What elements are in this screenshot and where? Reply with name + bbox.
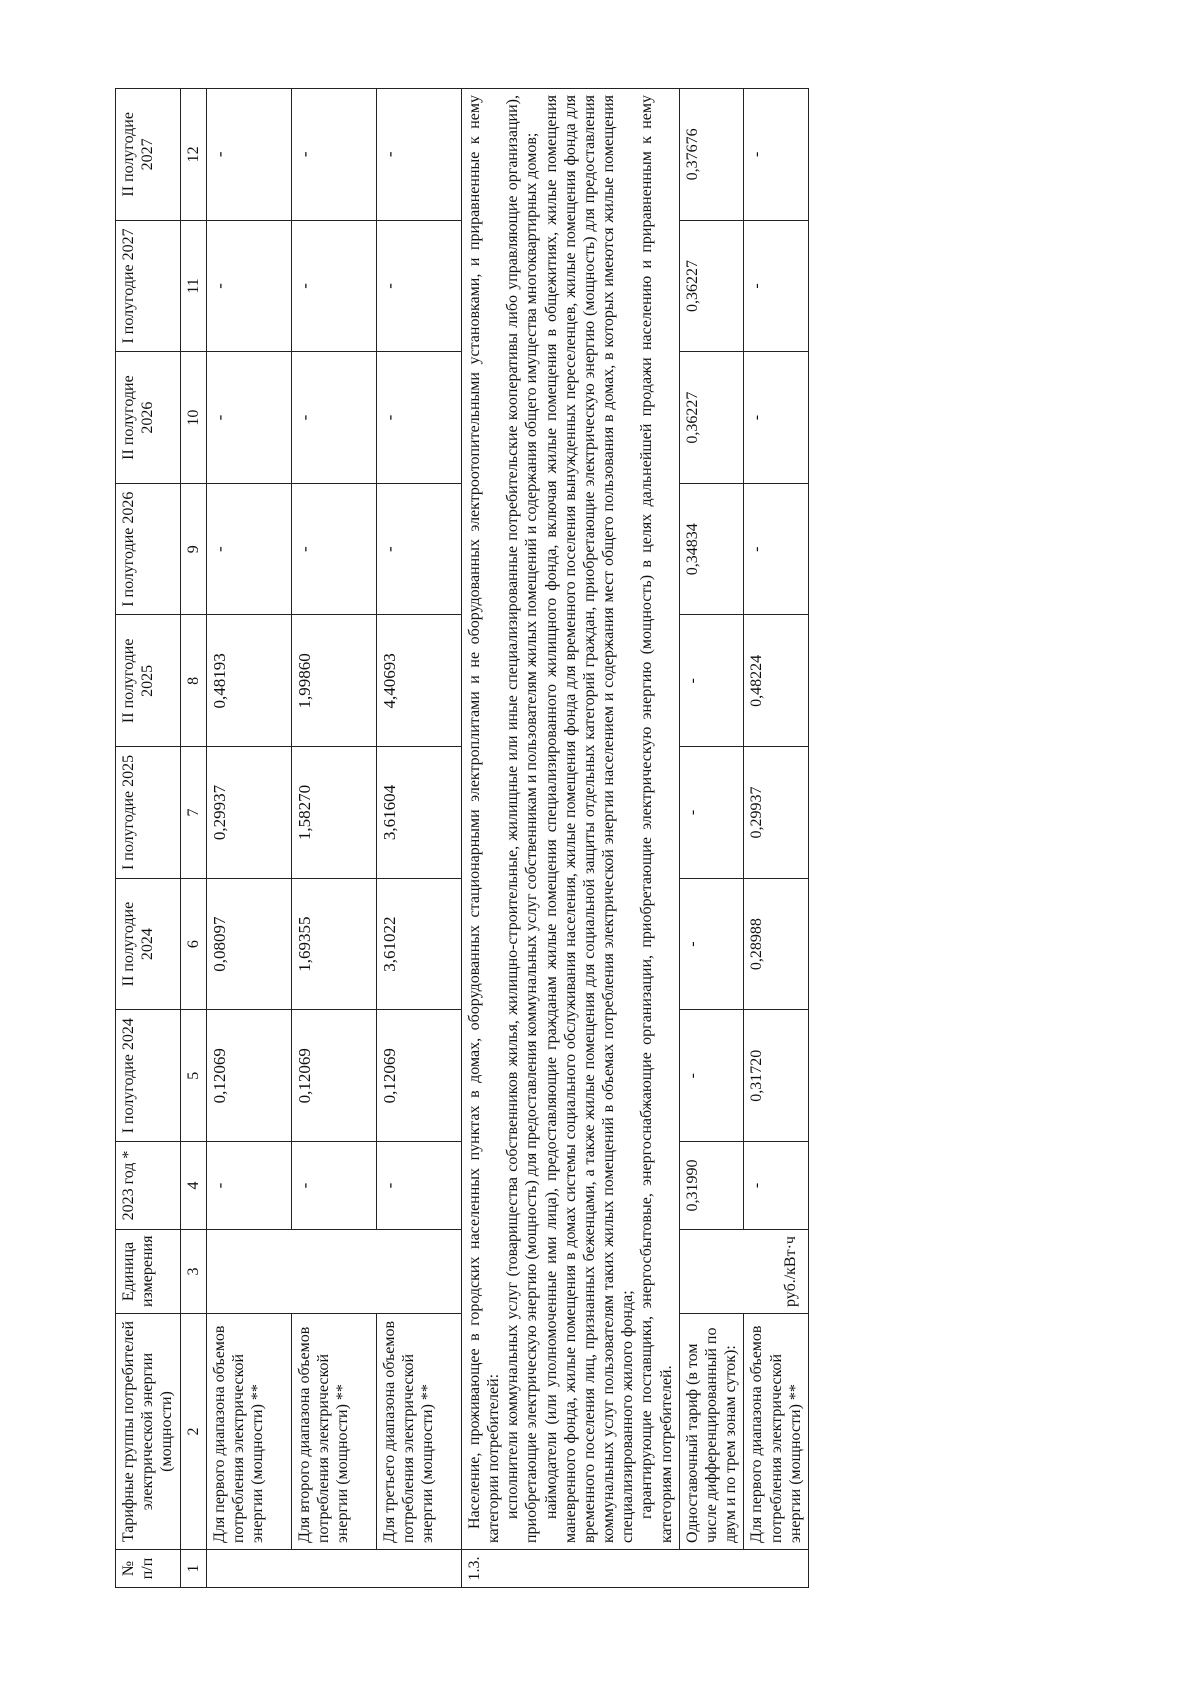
table-cell: 0,36227: [679, 352, 744, 484]
row-label: Для третьего диапазона объемов потребления электрической энергии (мощности) **: [376, 1314, 461, 1550]
header-period: II полугодие 2024: [116, 878, 181, 1010]
table-cell: 0,34834: [679, 483, 744, 615]
table-cell: -: [679, 878, 744, 1010]
section-paragraph: исполнители коммунальных услуг (товарищества собственников жилья, жилищно-строительные, жилищные или иные специализированные потребительские кооперативы либо управляющие организации), приобретающие электрическую энергию (мощность) для предоставления коммунальных услуг собственникам и пользователям жилых помещений и содержания общего имущества многоквартирных домов;: [504, 95, 541, 1543]
column-index: 11: [180, 220, 206, 352]
column-index: 12: [180, 89, 206, 221]
table-cell: 0,29937: [744, 747, 809, 879]
column-index: 4: [180, 1142, 206, 1230]
table-cell: -: [291, 220, 376, 352]
table-cell: 0,12069: [291, 1010, 376, 1142]
section-row: [461, 89, 679, 1588]
header-period: II полугодие 2026: [116, 352, 181, 484]
header-group: Тарифные группы потребителей электрической энергии (мощности): [116, 1314, 181, 1550]
table-cell: -: [206, 89, 291, 221]
table-cell: 0,37676: [679, 89, 744, 221]
table-cell: -: [679, 747, 744, 879]
table-cell: 0,12069: [206, 1010, 291, 1142]
table-cell: 0,29937: [206, 747, 291, 879]
table-cell: -: [206, 352, 291, 484]
row-number-empty: [206, 1550, 461, 1588]
table-cell: -: [744, 483, 809, 615]
section-number: 1.3.: [461, 1550, 808, 1588]
header-period: I полугодие 2025: [116, 747, 181, 879]
row-label: Для второго диапазона объемов потребления электрической энергии (мощности) **: [291, 1314, 376, 1550]
header-period: II полугодие 2025: [116, 615, 181, 747]
table-row: [679, 89, 744, 1588]
table-cell: 4,40693: [376, 615, 461, 747]
column-index: 2: [180, 1314, 206, 1550]
header-row: [116, 89, 181, 1588]
table-cell: -: [206, 220, 291, 352]
table-cell: 1,69355: [291, 878, 376, 1010]
column-index: 6: [180, 878, 206, 1010]
table-cell: -: [291, 1142, 376, 1230]
header-period: I полугодие 2024: [116, 1010, 181, 1142]
table-cell: 3,61022: [376, 878, 461, 1010]
table-row: [376, 89, 461, 1588]
table-cell: -: [376, 352, 461, 484]
section-paragraph: наймодатели (или уполномоченные ими лица), предоставляющие гражданам жилые помещения специализированного жилищного фонда, включая жилые помещения в общежитиях, жилые помещения маневренного фонда, жилые помещения в домах системы социального обслуживания населения, жилые помещения фонда для временного поселения вынужденных переселенцев, жилые помещения фонда для временного поселения лиц, признанных беженцами, а также жилые помещения для социальной защиты отдельных категорий граждан, приобретающие электрическую энергию (мощность) для предоставления коммунальных услуг пользователям таких жилых помещений в объемах потребления электрической энергии населением и содержания мест общего пользования в домах, в которых имеются жилые помещения специализированного жилого фонда;: [542, 95, 637, 1543]
column-index: 3: [180, 1230, 206, 1314]
column-index: 9: [180, 483, 206, 615]
unit-cell: руб./кВт·ч: [679, 1230, 808, 1314]
table-cell: 0,48224: [744, 615, 809, 747]
table-cell: 3,61604: [376, 747, 461, 879]
table-cell: -: [744, 1142, 809, 1230]
row-label: Одноставочный тариф (в том числе дифференцированный по двум и по трем зонам суток):: [679, 1314, 744, 1550]
header-period: I полугодие 2027: [116, 220, 181, 352]
table-cell: -: [376, 483, 461, 615]
header-unit: Единица измерения: [116, 1230, 181, 1314]
header-num: № п/п: [116, 1550, 181, 1588]
table-cell: -: [291, 89, 376, 221]
table-cell: -: [376, 220, 461, 352]
table-cell: 0,31990: [679, 1142, 744, 1230]
table-cell: 0,12069: [376, 1010, 461, 1142]
table-cell: 0,48193: [206, 615, 291, 747]
table-cell: -: [744, 89, 809, 221]
table-cell: 1,58270: [291, 747, 376, 879]
table-cell: -: [679, 615, 744, 747]
header-period: 2023 год *: [116, 1142, 181, 1230]
table-cell: 0,31720: [744, 1010, 809, 1142]
table-cell: 0,36227: [679, 220, 744, 352]
row-label: Для первого диапазона объемов потребления электрической энергии (мощности) **: [744, 1314, 809, 1550]
header-period: II полугодие 2027: [116, 89, 181, 221]
table-row: [291, 89, 376, 1588]
table-cell: -: [206, 483, 291, 615]
column-index: 5: [180, 1010, 206, 1142]
table-cell: -: [679, 1010, 744, 1142]
section-paragraph: Население, проживающее в городских населенных пунктах в домах, оборудованных стационарными электроплитами и не оборудованных электроотопительными установками, и приравненные к нему категории потребителей:: [465, 95, 502, 1543]
table-cell: 0,28988: [744, 878, 809, 1010]
table-cell: -: [744, 220, 809, 352]
row-label: Для первого диапазона объемов потребления электрической энергии (мощности) **: [206, 1314, 291, 1550]
column-index: 1: [180, 1550, 206, 1588]
column-index-row: [180, 89, 206, 1588]
header-period: I полугодие 2026: [116, 483, 181, 615]
column-index: 8: [180, 615, 206, 747]
table-cell: -: [744, 352, 809, 484]
column-index: 10: [180, 352, 206, 484]
table-cell: -: [376, 89, 461, 221]
table-cell: -: [291, 483, 376, 615]
table-cell: -: [376, 1142, 461, 1230]
table-row: [744, 89, 809, 1588]
table-cell: -: [206, 1142, 291, 1230]
table-cell: -: [291, 352, 376, 484]
tariff-table: [115, 88, 809, 1588]
section-paragraph: гарантирующие поставщики, энергосбытовые, энергоснабжающие организации, приобретающие электрическую энергию (мощность) в целях дальнейшей продажи населению и приравненным к нему категориям потребителей.: [638, 95, 675, 1543]
table-cell: 1,99860: [291, 615, 376, 747]
table-row: [206, 89, 291, 1588]
unit-cell-empty: [206, 1230, 461, 1314]
table-cell: 0,08097: [206, 878, 291, 1010]
column-index: 7: [180, 747, 206, 879]
rotated-document: [115, 88, 1145, 1588]
section-description: [461, 89, 679, 1550]
